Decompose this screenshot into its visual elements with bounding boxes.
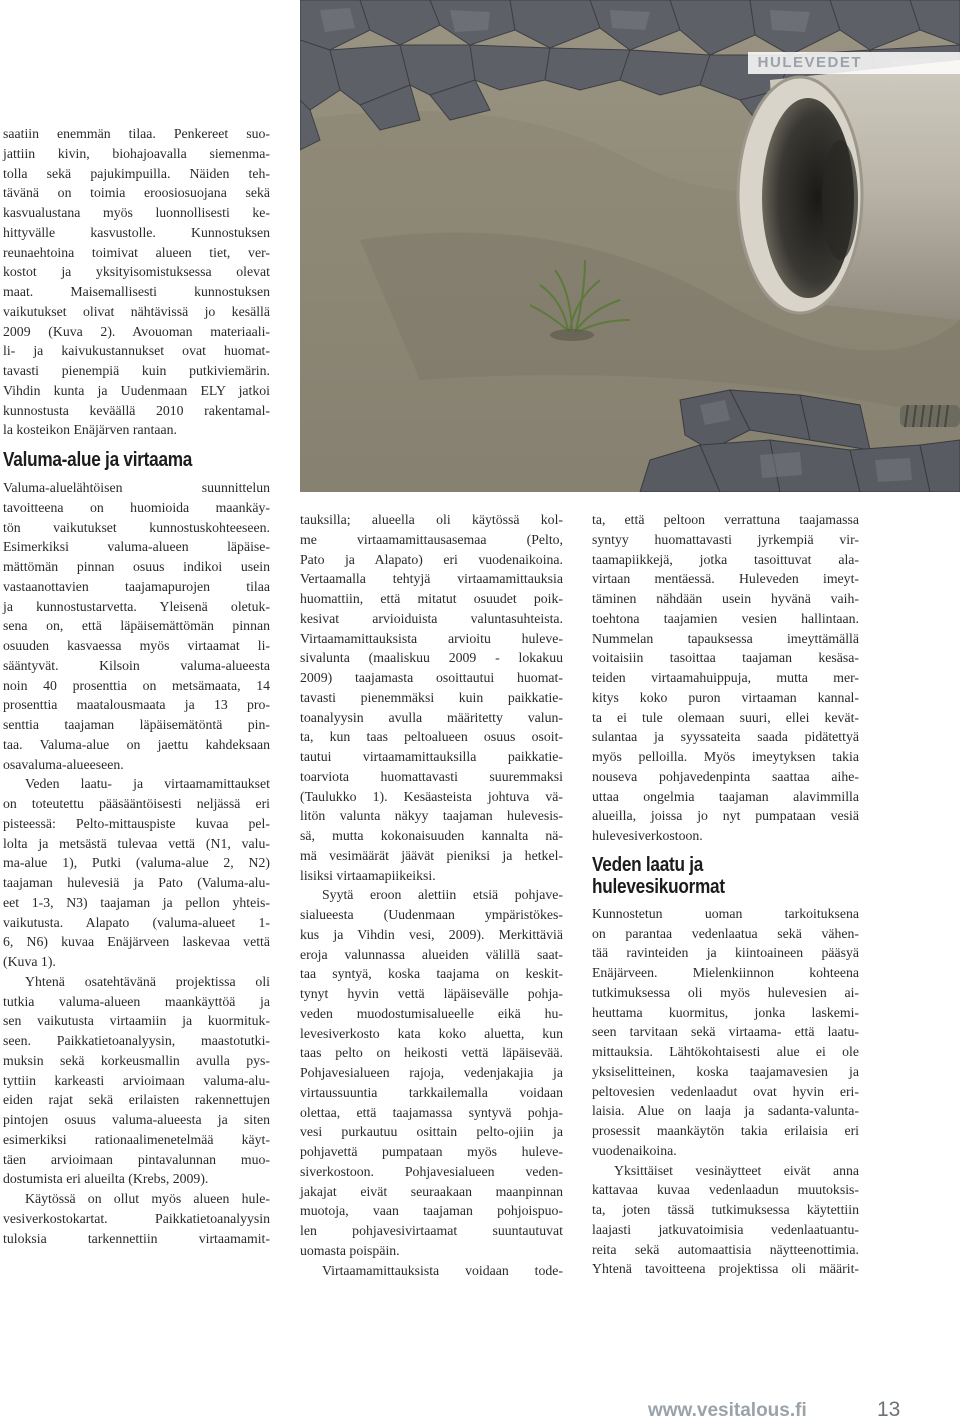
page-number: 13 <box>877 1398 901 1421</box>
col1-paragraph-3 <box>3 972 270 1189</box>
text-line: li- ja kaivukustannukset ovat huomat- <box>3 343 270 359</box>
col1-paragraph-4 <box>3 1189 270 1248</box>
text-line: tavasti pienempiä kuin putkiviemärin. <box>3 363 270 378</box>
text-line: pintojen osuus valuma-alueesta ja siten <box>3 1112 270 1127</box>
text-line: toarviota huomattavasti suuremmaksi <box>300 768 563 784</box>
text-line: huomattiin, että mitatut osuudet poik- <box>300 591 563 606</box>
section-heading-veden-laatu <box>592 854 822 898</box>
text-line: sialueesta (Uudenmaan ympäristökes- <box>300 907 563 922</box>
text-line: laisia. Alue on laaja ja sadanta-valunta- <box>592 1103 859 1119</box>
text-line: voitaisiin tasoittaa taajaman kesäsa- <box>592 650 859 666</box>
col3-paragraph-3 <box>592 1161 859 1280</box>
text-line: olettaa, että taajamassa syntyvä pohja- <box>300 1104 563 1120</box>
col1-paragraph-1 <box>3 478 270 774</box>
text-line: virtaan mentäessä. Huleveden imeyt- <box>592 571 859 587</box>
text-line: tavasti pienemmäksi kuin paikkatie- <box>300 689 563 705</box>
text-line: saatiin enemmän tilaa. Penkereet suo- <box>3 126 270 141</box>
text-line: Yhtenä tavoitteena projektissa oli määrit- <box>592 1261 859 1277</box>
column-3 <box>592 510 859 1279</box>
text-line: alueilla, joissa jo nyt pumpataan vesiä <box>592 808 859 824</box>
text-line: lolta ja metsästä tulevaa vettä (N1, valu- <box>3 835 270 851</box>
text-line: mättömän pinnan osuus indikoi usein <box>3 559 270 574</box>
text-line: heuttama kuormitus, jonka laskemi- <box>592 1004 859 1020</box>
text-line: kattavaa kuvaa vedenlaadun muutoksis- <box>592 1182 859 1198</box>
text-line: täminen nähdään usein hyvänä vaih- <box>592 591 859 606</box>
text-line: eiden rajat sekä erilaisten rakennettujen <box>3 1092 270 1108</box>
text-line: ta, että peltoon verrattuna taajamassa <box>592 512 859 527</box>
text-line: kasvualustana myös luonnollisesti ke- <box>3 205 270 220</box>
section-heading-valuma-alue: Valuma-alue ja virtaama <box>3 449 193 471</box>
text-line: ta, joten tässä tutkimuksessa käytettiin <box>592 1202 859 1217</box>
text-line: seen tarvitaan sekä virtaama- että laatu- <box>592 1024 859 1040</box>
text-line: ja kunnostustarvetta. Yleisenä oletuk- <box>3 598 270 614</box>
text-line: dostumista eri alueilta (Krebs, 2009). <box>3 1171 209 1187</box>
text-line: Nummelan tapauksessa imeyttämällä <box>592 630 859 646</box>
text-line: Vertaamalla tehtyjä virtaamamittauksia <box>300 571 563 587</box>
text-line: Pato ja Alapato) eri vuodenaikoina. <box>300 551 563 567</box>
text-line: tolla sekä pajukimpuilla. Näiden teh- <box>3 165 270 181</box>
text-line: hulevesiverkostoon. <box>592 828 703 843</box>
col1-intro-paragraph <box>3 124 270 440</box>
text-line: tavoitteena on huomioida maankäy- <box>3 499 270 515</box>
text-line: tävänä on toimia eroosiosuojana sekä <box>3 185 270 201</box>
text-line: vaikutukset olivat nähtävissä jo kesällä <box>3 303 270 319</box>
text-line: tuloksia tarkennettiin virtaamamit- <box>3 1230 270 1246</box>
text-line: veden muodostumisalueelle eikä hu- <box>300 1005 563 1021</box>
col3-paragraph-1 <box>592 510 859 846</box>
text-line: muksin sekä korkeusmallin avulla pys- <box>3 1052 270 1068</box>
text-line: Yksittäiset vesinäytteet eivät anna <box>614 1162 859 1178</box>
text-line: Virtaamamittauksista arvioitu huleve- <box>300 630 563 646</box>
text-line: toehtona taajamien vesien hallintaan. <box>592 610 859 626</box>
text-line: reunaehtoina toimivat alueen tiet, ver- <box>3 244 270 260</box>
col2-paragraph-1 <box>300 510 563 885</box>
text-line: on toteutettu pääsääntöisesti neljässä eri <box>3 796 270 811</box>
text-line: Veden laatu- ja virtaamamittaukset <box>25 776 270 792</box>
text-line: pohjavettä pumpataan myös huleve- <box>300 1144 563 1159</box>
text-line: kitys koko puron virtaaman kannal- <box>592 689 859 705</box>
text-line: jakajat eivät seuraakaan maanpinnan <box>300 1183 563 1199</box>
text-line: sen vaikutusta virtaamiin ja kuormituk- <box>3 1013 270 1029</box>
text-line: ta, kun taas peltoalueen osuus osoit- <box>300 729 563 745</box>
heading-line: hulevesikuormat <box>592 875 725 898</box>
text-line: esimerkiksi rationaalimenetelmää käyt- <box>3 1131 270 1147</box>
text-line: teiden virtaamahuippuja, mutta mer- <box>592 670 859 685</box>
text-line: yksiselitteinen, koska taajamavesien ja <box>592 1063 859 1079</box>
text-line: ta ei tule olemaan suuri, ellei kevät- <box>592 709 859 725</box>
text-line: sääntyvät. Kilsoin valuma-alueesta <box>3 657 270 673</box>
text-line: Yhtenä osatehtävänä projektissa oli <box>25 973 270 989</box>
col1-paragraph-2 <box>3 774 270 972</box>
text-line: kesivat arvioiduista valuntasuhteista. <box>300 610 563 626</box>
text-line: osuuden kasvaessa myös virtaamat li- <box>3 638 270 653</box>
text-line: tutkia valuma-alueen maankäyttöä ja <box>3 993 270 1009</box>
text-line: eroja valunnassa alueiden välillä saat- <box>300 946 563 962</box>
text-line: syntyy huomattavasti jyrkempiä vir- <box>592 531 859 547</box>
text-line: tautui virtaamamittauksilla paikkatie- <box>300 749 563 764</box>
text-line: Enäjärveen. Mielenkiinnon kohteena <box>592 965 859 980</box>
text-line: (Kuva 1). <box>3 954 56 969</box>
text-line: prosessit maankäytön takia erilaisia eri <box>592 1123 859 1138</box>
text-line: ma-alue 1), Putki (valuma-alue 2, N2) <box>3 855 270 871</box>
text-line: tyttiin karkeasti arvioimaan valuma-alu- <box>3 1072 270 1088</box>
text-line: litön valunta näkyy taajaman hulevesis- <box>300 808 563 824</box>
text-line: pisteessä: Pelto-mittauspiste kuvaa pel- <box>3 815 270 831</box>
text-line: eet 1-3, N3) taajaman ja pellon yhteis- <box>3 894 270 910</box>
text-line: tutkimuksessa oli myös hulevesien ai- <box>592 984 859 1000</box>
text-line: osavaluma-alueeseen. <box>3 756 124 772</box>
text-line: mä vesimäärät jäävät pieniksi ja hetkel- <box>300 847 563 863</box>
text-line: vaikutusta. Alapato (valuma-alueet 1- <box>3 914 270 930</box>
text-line: toanalyysin avulla määritetty valun- <box>300 709 563 725</box>
text-line: Esimerkiksi valuma-alueen läpäise- <box>3 539 270 555</box>
text-line: uttaa ongelmia taajaman alavimmilla <box>592 788 859 804</box>
text-line: mittauksia. Lähtökohtaisesti alue ei ole <box>592 1044 859 1059</box>
text-line: Kunnostetun uoman tarkoituksena <box>592 905 859 921</box>
culvert-photo <box>300 0 960 492</box>
text-line: Pohjavesialueen rajoja, vedenjakajia ja <box>300 1065 563 1080</box>
text-line: seen. Paikkatietoanalyysin, maastotutki- <box>3 1033 270 1048</box>
text-line: virtaussuuntia tarkkailemalla voidaan <box>300 1084 563 1100</box>
text-line: Valuma-aluelähtöisen suunnittelun <box>3 480 270 495</box>
text-line: noin 40 prosenttia on metsämaata, 14 <box>3 677 270 693</box>
section-tag <box>748 52 960 74</box>
col3-paragraph-2 <box>592 904 859 1161</box>
text-line: senttia taajaman läpäisemätöntä pin- <box>3 717 270 732</box>
text-line: vastaanottavien taajamapurojen tilaa <box>3 578 270 594</box>
column-2 <box>300 510 563 1280</box>
text-line: tauksilla; alueella oli käytössä kol- <box>300 512 563 527</box>
col2-paragraph-2 <box>300 885 563 1260</box>
text-line: tynyt hyvin vettä läpäisevälle pohja- <box>300 986 563 1001</box>
text-line: lisiksi virtaamapiikeiksi. <box>300 867 436 883</box>
text-line: vesi purkautuu osittain pelto-ojiin ja <box>300 1124 563 1140</box>
text-line: täen arvioimaan pintavalunnan muo- <box>3 1151 270 1167</box>
text-line: 2009 (Kuva 2). Avouoman materiaali- <box>3 323 270 339</box>
footer-website: www.vesitalous.fi <box>648 1400 807 1421</box>
text-line: maat. Maisemallisesti kunnostuksen <box>3 284 270 299</box>
col2-paragraph-3 <box>300 1261 563 1281</box>
text-line: nouseva pohjavedenpinta saattaa aihe- <box>592 768 859 784</box>
text-line: kunnostusta keväällä 2010 rakentamal- <box>3 402 270 418</box>
text-line: sä, mutta kokonaisuuden kannalta nä- <box>300 828 563 843</box>
text-line: levesiverkosto kata koko aluetta, kun <box>300 1025 563 1041</box>
text-line: taamapiikkejä, jotka tasoittuvat ala- <box>592 551 859 567</box>
text-line: 2009) taajamasta osoittautui huomat- <box>300 670 563 685</box>
text-line: reita sekä automaattisia näytteenottimia. <box>592 1241 859 1257</box>
text-line: kostot ja yksityisomistuksessa olevat <box>3 264 270 280</box>
text-line: 6, N6) kuvaa Enäjärveen laskevaa vettä <box>3 934 270 950</box>
text-line: taa. Valuma-alue on jaettu kahdeksaan <box>3 736 270 752</box>
section-tag-text: HULEVEDET <box>757 54 862 71</box>
text-line: tää ravinteiden ja kiintoaineen pääsyä <box>592 945 859 961</box>
text-line: uomasta poispäin. <box>300 1242 400 1258</box>
text-line: muotoja, vaan taajaman pohjoispuo- <box>300 1203 563 1219</box>
text-line: taajaman hulevesiä ja Pato (Valuma-alu- <box>3 875 270 890</box>
text-line: taas pelto on heikosti vettä läpäisevää. <box>300 1045 563 1061</box>
text-line: kus ja Vihdin vesi, 2009). Merkittäviä <box>300 926 563 942</box>
text-line: prosenttia maatalousmaata ja 13 pro- <box>3 697 270 713</box>
text-line: sulantaa ja syyssateita saada pidätettyä <box>592 729 859 745</box>
text-line: vuodenaikoina. <box>592 1142 677 1158</box>
text-line: peltovesien vedenlaadut ovat hyvin eri- <box>592 1083 859 1099</box>
heading-line: Veden laatu ja <box>592 853 704 876</box>
text-line: sivalunta (maaliskuu 2009 - lokakuu <box>300 650 563 666</box>
text-line: me virtaamamittausasemaa (Pelto, <box>300 531 563 547</box>
text-line: Syytä eroon alettiin etsiä pohjave- <box>322 887 563 903</box>
text-line: taa syntyä, koska taajama on keskit- <box>300 966 563 982</box>
text-line: Virtaamamittauksista voidaan tode- <box>322 1262 563 1278</box>
text-line: Käytössä on ollut myös alueen hule- <box>25 1191 270 1206</box>
text-line: on parantaa vedenlaatua sekä vähen- <box>592 925 859 941</box>
text-line: vesiverkostokartat. Paikkatietoanalyysin <box>3 1210 270 1226</box>
text-line: Vihdin kunta ja Uudenmaan ELY jatkoi <box>3 382 270 398</box>
text-line: myös pelloilla. Myös imeytyksen takia <box>592 749 859 764</box>
text-line: len pohjavesivirtaamat suuntautuvat <box>300 1223 563 1238</box>
text-line: tön vaikutukset kunnostuskohteeseen. <box>3 519 270 535</box>
text-line: hittyvälle kasvustolle. Kunnostuksen <box>3 224 270 240</box>
text-line: sena on, että läpäisemättömän pinnan <box>3 618 270 634</box>
text-line: la kosteikon Enäjärven rantaan. <box>3 422 177 438</box>
text-line: siverkostoon. Pohjavesialueen veden- <box>300 1163 563 1179</box>
text-line: (Taulukko 1). Kesäasteista johtuva vä- <box>300 788 563 804</box>
column-1 <box>3 124 270 1248</box>
text-line: laajasti jatkuvatoimisia vedenlaatuantu- <box>592 1221 859 1237</box>
text-line: jattiin kivin, biohajoavalla siemenma- <box>3 145 270 161</box>
